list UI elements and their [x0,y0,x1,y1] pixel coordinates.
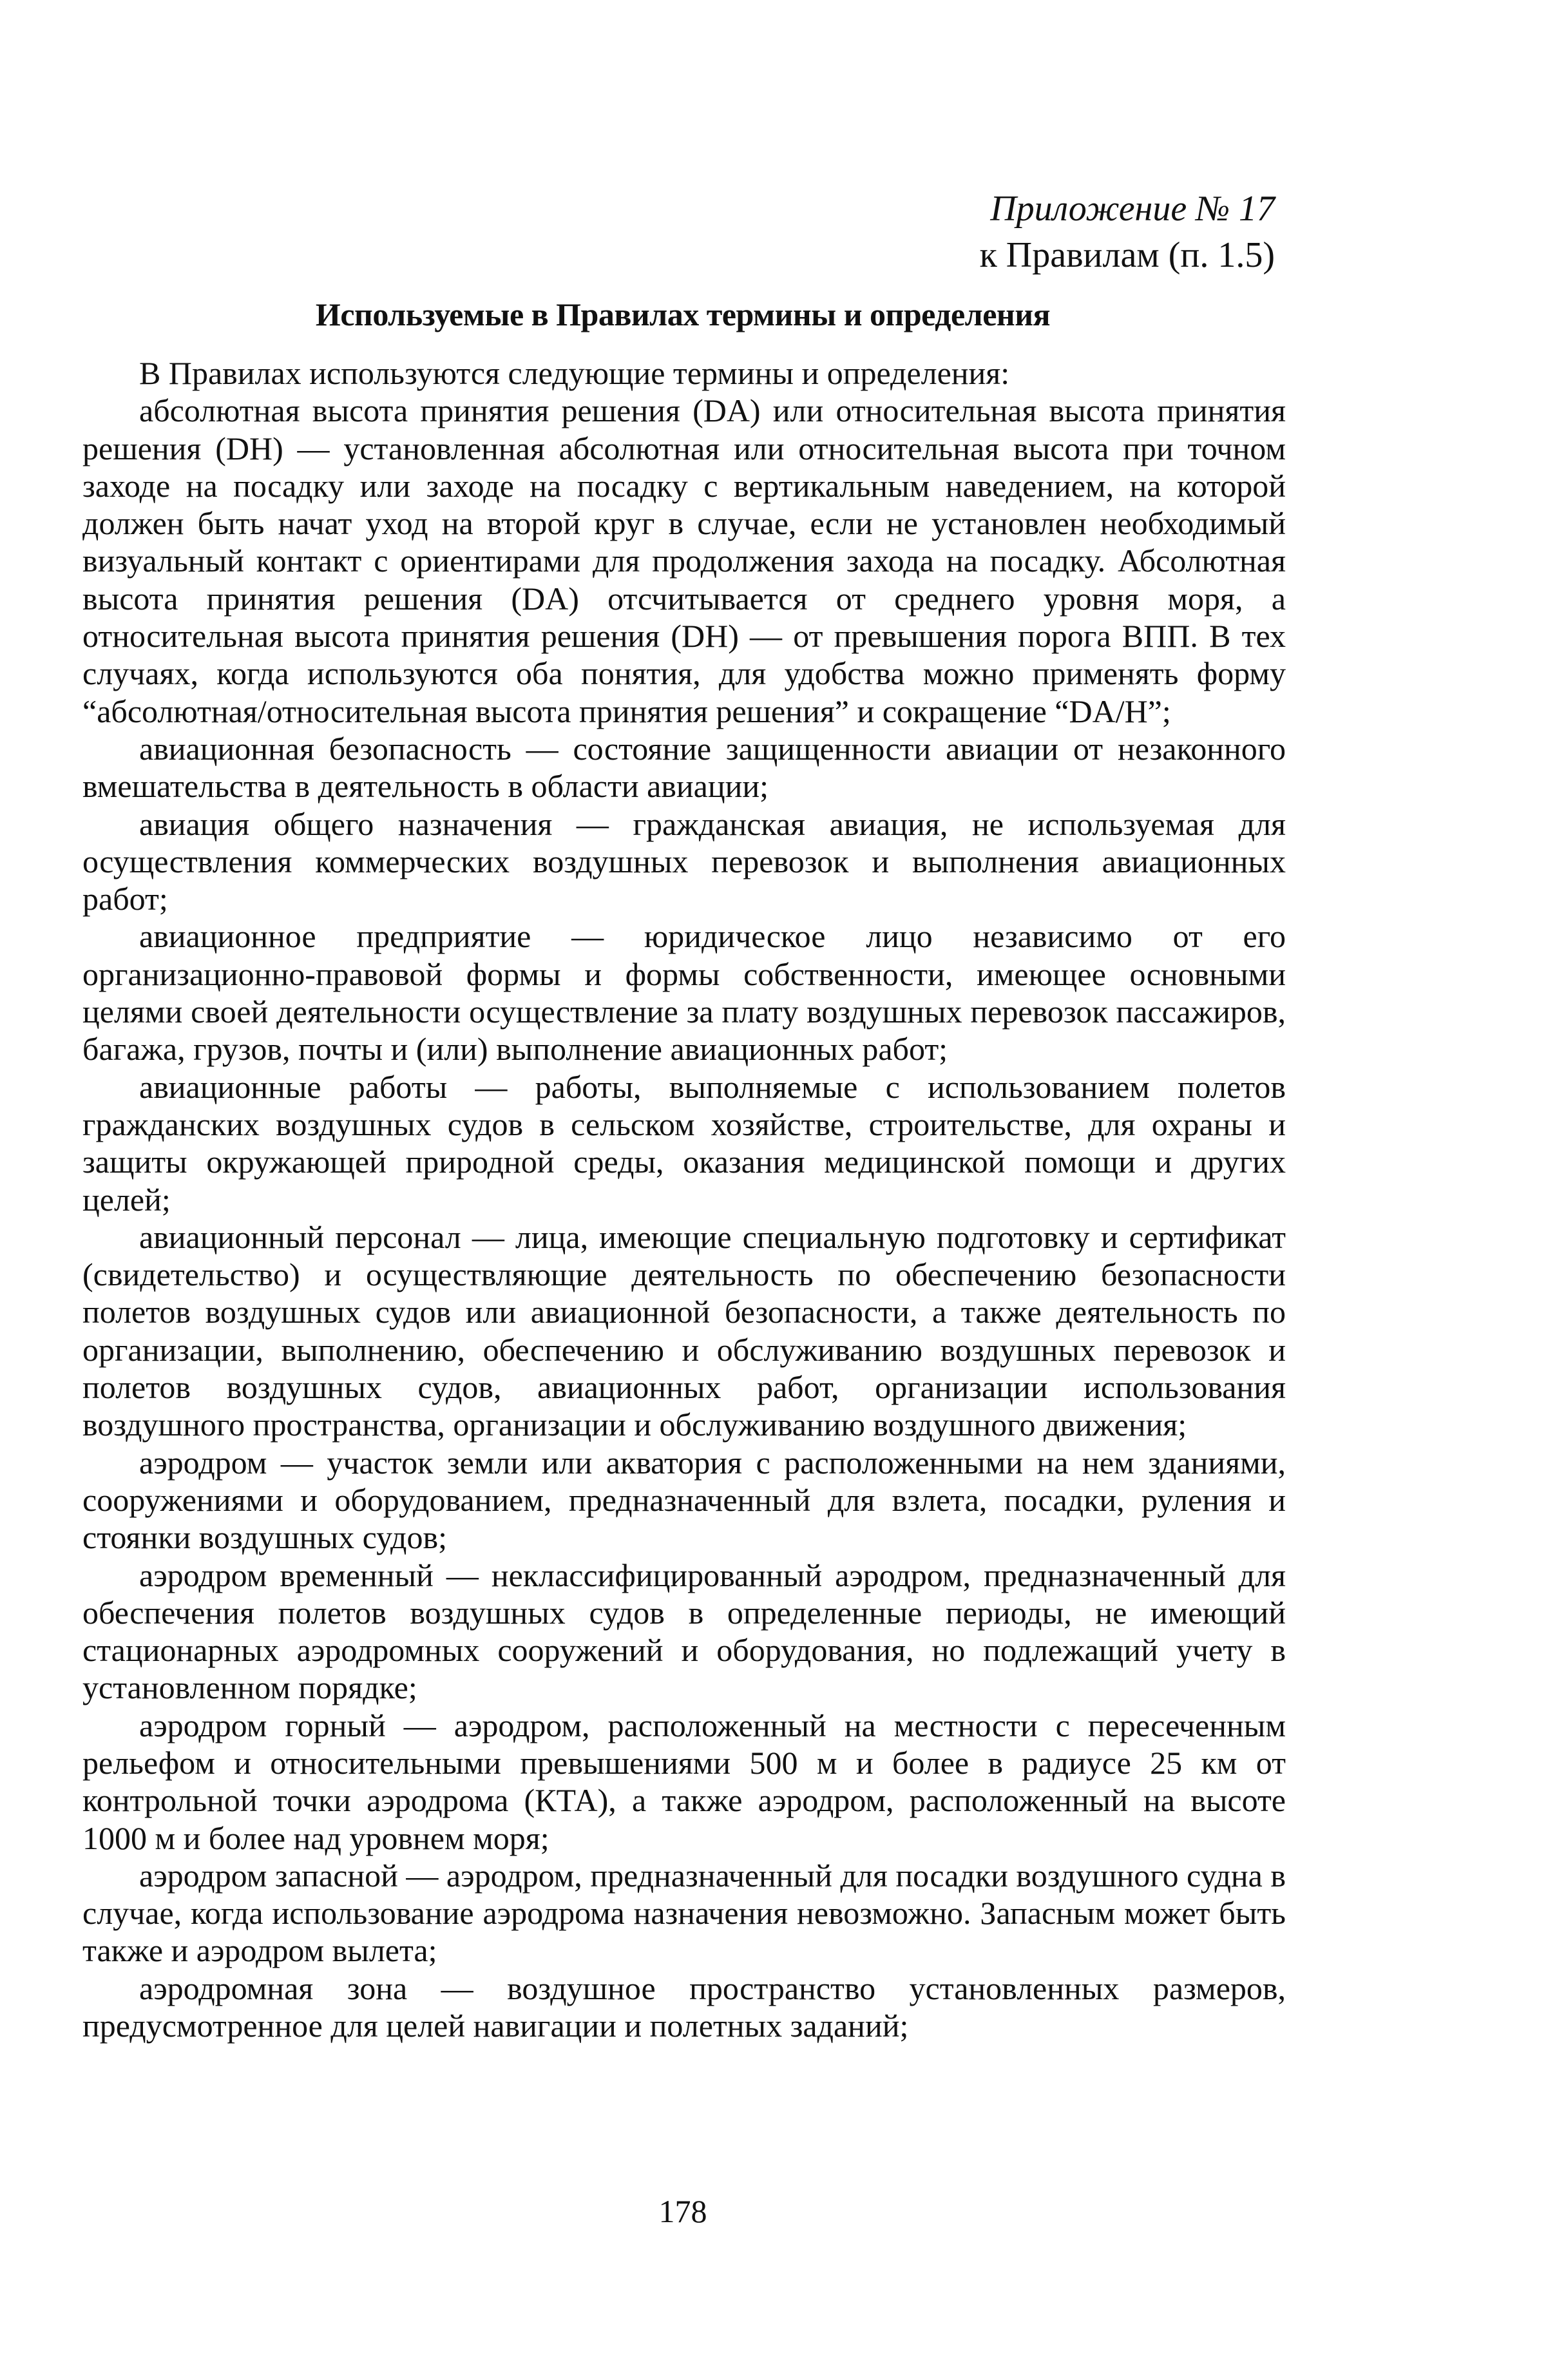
definition-paragraph: аэродром запасной — аэродром, предназначенный для посадки воздушного судна в случае, когда использование аэродрома назначения невозможно. Запасным может быть также и аэродром вылета; [82,1857,1286,1969]
definition-paragraph: авиационная безопасность — состояние защищенности авиации от незаконного вмешательства в деятельность в области авиации; [82,730,1286,805]
definition-paragraph: авиационный персонал — лица, имеющие специальную подготовку и сертификат (свидетельство) и осуществляющие деятельность по обеспечению безопасности полетов воздушных судов или авиационной безопасности, а также деятельность по организации, выполнению, обеспечению и обслуживанию воздушных перевозок и полетов воздушных судов, авиационных работ, организации использования воздушного пространства, организации и обслуживанию воздушного движения; [82,1218,1286,1443]
body-text [82,354,1286,2044]
intro-paragraph: В Правилах используются следующие термины и определения: [139,355,1010,391]
definition-paragraph: аэродром — участок земли или акватория с расположенными на нем зданиями, сооружениями и оборудованием, предназначенный для взлета, посадки, руления и стоянки воздушных судов; [82,1444,1286,1556]
appendix-reference [980,186,1275,278]
section-title: Используемые в Правилах термины и определения [315,296,1051,332]
definition-paragraph: авиационное предприятие — юридическое лицо независимо от его организационно-правовой формы и формы собственности, имеющее основными целями своей деятельности осуществление за плату воздушных перевозок пассажиров, багажа, грузов, почты и (или) выполнение авиационных работ; [82,918,1286,1068]
appendix-number: Приложение № 17 [990,189,1275,229]
definition-paragraph: аэродром временный — неклассифицированный аэродром, предназначенный для обеспечения полетов воздушных судов в определенные периоды, не имеющий стационарных аэродромных сооружений и оборудования, но подлежащий учету в установленном порядке; [82,1557,1286,1706]
definition-paragraph: аэродром горный — аэродром, расположенный на местности с пересеченным рельефом и относительными превышениями 500 м и более в радиусе 25 км от контрольной точки аэродрома (КТА), а также аэродром, расположенный на высоте 1000 м и более над уровнем моря; [82,1707,1286,1856]
definition-paragraph: аэродромная зона — воздушное пространство установленных размеров, предусмотренное для целей навигации и полетных заданий; [82,1970,1286,2044]
definition-paragraph: авиация общего назначения — гражданская авиация, не используемая для осуществления коммерческих воздушных перевозок и выполнения авиационных работ; [82,805,1286,917]
appendix-rules-reference: к Правилам (п. 1.5) [979,235,1275,275]
definition-paragraph: абсолютная высота принятия решения (DA) или относительная высота принятия решения (DH) — установленная абсолютная или относительная высота при точном заходе на посадку или заходе на посадку с вертикальным наведением, на которой должен быть начат уход на второй круг в случае, если не установлен необходимый визуальный контакт с ориентирами для продолжения захода на посадку. Абсолютная высота принятия решения (DA) отсчитывается от среднего уровня моря, а относительная высота принятия решения (DH) — от превышения порога ВПП. В тех случаях, когда используются оба понятия, для удобства можно применять форму “абсолютная/относительная высота принятия решения” и сокращение “DA/H”; [82,392,1286,729]
definition-paragraph: авиационные работы — работы, выполняемые с использованием полетов гражданских воздушных судов в сельском хозяйстве, строительстве, для охраны и защиты окружающей природной среды, оказания медицинской помощи и других целей; [82,1068,1286,1218]
page-number: 178 [658,2193,707,2229]
